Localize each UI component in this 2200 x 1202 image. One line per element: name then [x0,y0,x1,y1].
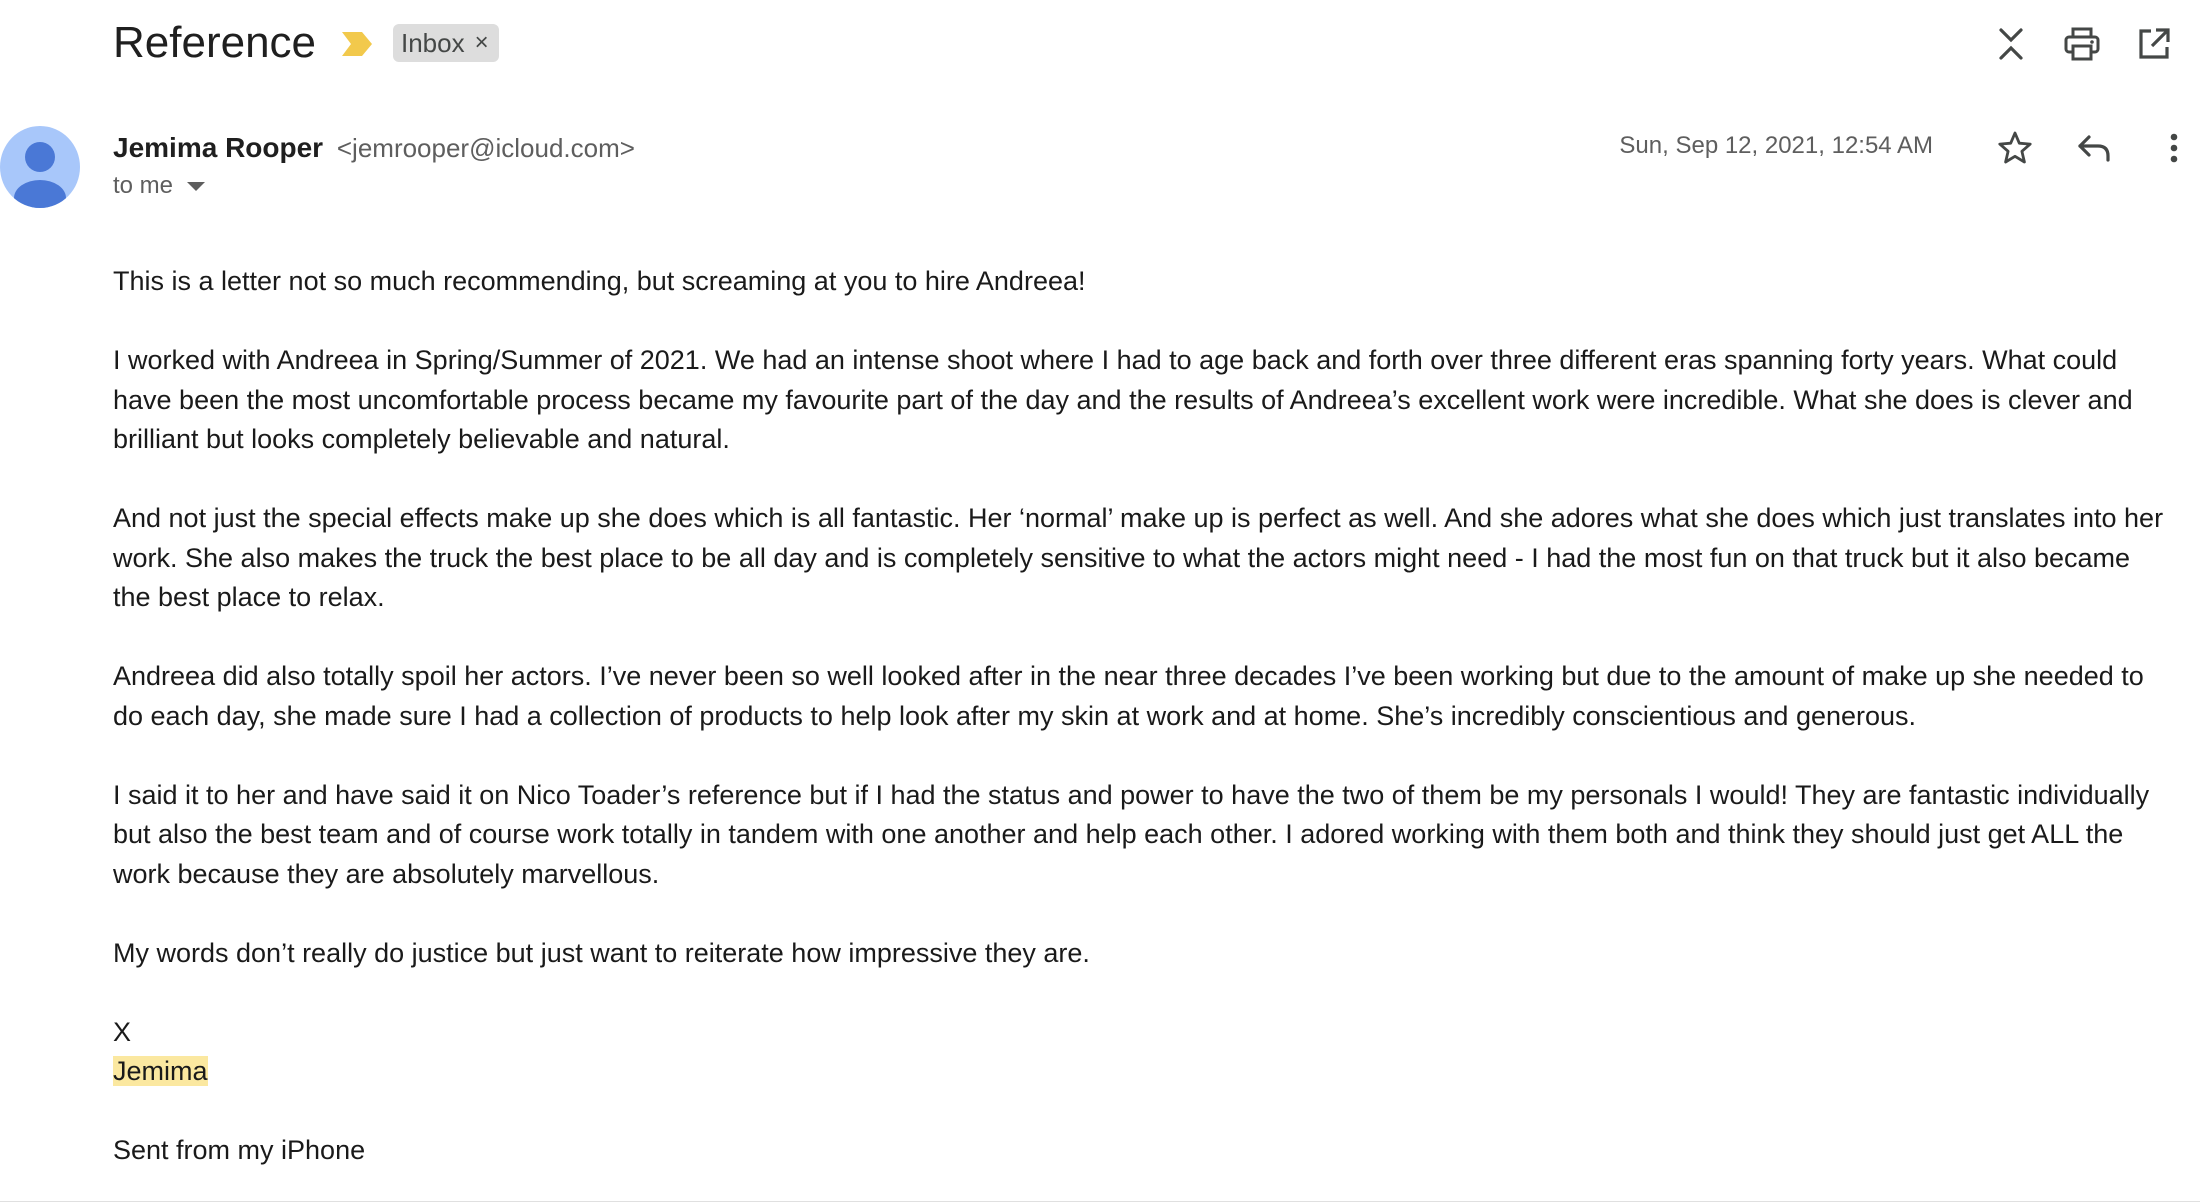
remove-label-button[interactable]: × [474,29,489,56]
chevron-down-icon [187,182,205,191]
body-paragraph: Andreea did also totally spoil her actors. I’ve never been so well looked after in the near three decades I’ve been working but due to the amount of make up she needed to do each day, she made sure I had a collection of products to help look after my skin at work and at home. She’s incredibly conscientious and generous. [113,661,2144,731]
body-paragraph: This is a letter not so much recommending, but screaming at you to hire Andreea! [113,266,1086,296]
signoff-kiss: X [113,1016,132,1047]
thread-header [0,0,2200,88]
sent-from-footer: Sent from my iPhone [113,1135,366,1165]
person-icon [0,126,80,208]
open-in-new-window-icon[interactable] [2132,22,2176,66]
body-paragraph: I said it to her and have said it on Nico Toader’s reference but if I had the status and power to have the two of them be my personals I would! They are fantastic individually but also the best team and of course work totally in tandem with one another and help each other. I adored working with them both and think they should just get ALL the work because they are absolutely marvellous. [113,779,2150,889]
more-vert-icon[interactable] [2150,124,2198,172]
star-icon[interactable] [1991,124,2039,172]
recipient-label: to me [113,172,174,199]
thread-subject: Reference [113,18,317,67]
recipient-details-toggle[interactable] [113,172,205,200]
message-body [113,262,2173,1171]
body-paragraph: I worked with Andreea in Spring/Summer of 2021. We had an intense shoot where I had to age back and forth over three different eras spanning forty years. What could have been the most uncomfortable process became my favourite part of the day and the results of Andreea’s excellent work were incredible. What she does is clever and brilliant but looks completely believable and natural. [113,345,2133,454]
inbox-label-chip [393,24,499,62]
body-paragraph: And not just the special effects make up she does which is all fantastic. Her ‘normal’ make up is perfect as well. And she adores what she does which just translates into her work. She also makes the truck the best place to be all day and is completely sensitive to what the actors might need - I had the most fun on that truck but it also became the best place to relax. [113,503,2164,612]
signoff-name: Jemima [113,1056,208,1086]
message-date: Sun, Sep 12, 2021, 12:54 AM [1619,132,1933,159]
collapse-icon[interactable] [1989,22,2033,66]
importance-marker-icon[interactable] [340,30,374,58]
sender-email: <jemrooper@icloud.com> [336,133,635,163]
print-icon[interactable] [2060,22,2104,66]
reply-icon[interactable] [2070,124,2118,172]
signoff-name-line [113,1052,2173,1092]
label-chip-text: Inbox [401,27,465,58]
sender-line [113,130,635,166]
sender-name[interactable]: Jemima Rooper [113,132,324,163]
body-paragraph: My words don’t really do justice but just want to reiterate how impressive they are. [113,937,1090,968]
sender-avatar[interactable] [0,126,80,208]
